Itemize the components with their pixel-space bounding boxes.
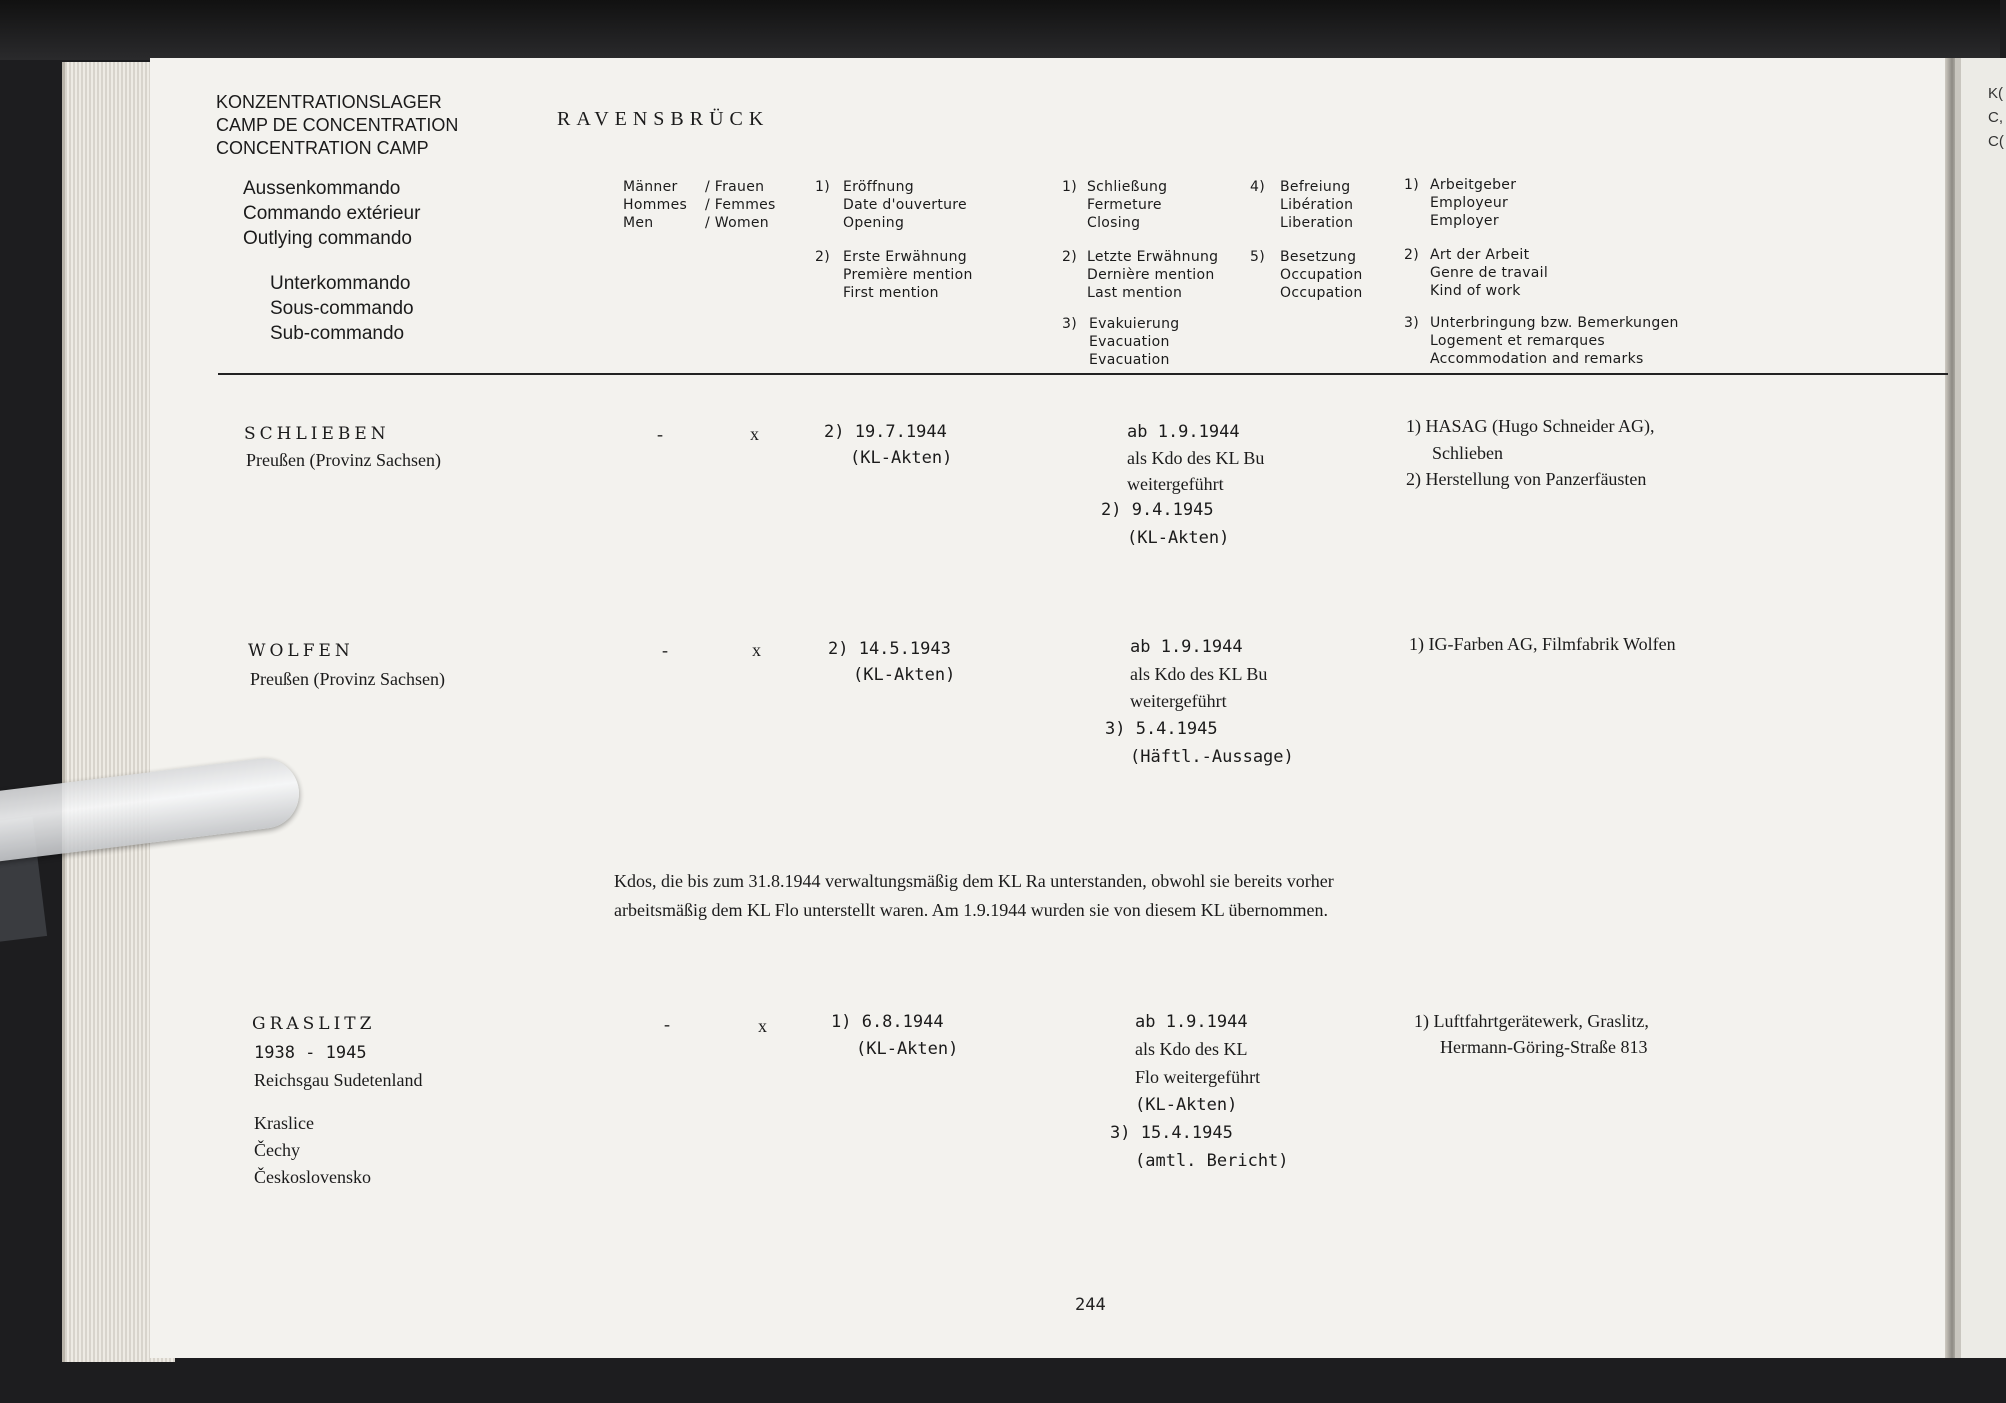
entry-close-line: 3) 5.4.1945	[1105, 719, 1218, 739]
col-work-num: 2)	[1404, 247, 1419, 263]
entry-open-line: 2) 19.7.1944	[824, 422, 947, 442]
page-number: 244	[1075, 1295, 1106, 1315]
entry-women: x	[750, 424, 759, 444]
entry-close-line: Flo weitergeführt	[1135, 1067, 1261, 1087]
entry-close-line: ab 1.9.1944	[1130, 637, 1243, 657]
col-close-fr: Fermeture	[1087, 197, 1162, 213]
book-page	[150, 58, 1950, 1358]
col-lib-num: 4)	[1250, 179, 1265, 195]
entry-name: WOLFEN	[248, 641, 354, 661]
entry-region: Preußen (Provinz Sachsen)	[246, 450, 441, 470]
entry-men: -	[657, 424, 663, 444]
entry-open-line: (KL-Akten)	[850, 448, 953, 468]
entry-close-line: (KL-Akten)	[1127, 528, 1230, 548]
entry-close-line: als Kdo des KL	[1135, 1039, 1248, 1059]
col-work-de: Art der Arbeit	[1430, 247, 1530, 263]
unter-label-de: Unterkommando	[270, 273, 411, 294]
gender-men-fr: Hommes	[623, 197, 688, 213]
entry-close-line: als Kdo des KL Bu	[1130, 664, 1268, 684]
entry-place: Československo	[254, 1167, 371, 1187]
col-occ-fr: Occupation	[1280, 267, 1363, 283]
col-last-en: Last mention	[1087, 285, 1183, 301]
facing-page-fragment: C(	[1988, 133, 2004, 150]
facing-page-fragment: K(	[1988, 85, 2003, 102]
lager-label-en: CONCENTRATION CAMP	[216, 138, 429, 158]
col-acc-num: 3)	[1404, 315, 1419, 331]
entry-close-line: 3) 15.4.1945	[1110, 1123, 1233, 1143]
entry-men: -	[662, 640, 668, 660]
col-evac-num: 3)	[1062, 316, 1077, 332]
col-close-num: 1)	[1062, 179, 1077, 195]
lager-label-fr: CAMP DE CONCENTRATION	[216, 115, 459, 135]
gender-men-en: Men	[623, 215, 654, 231]
gender-women-en: / Women	[705, 215, 769, 231]
entry-close-line: (amtl. Bericht)	[1135, 1151, 1289, 1171]
col-lib-fr: Libération	[1280, 197, 1354, 213]
col-open-en: Opening	[843, 215, 905, 231]
col-emp-fr: Employeur	[1430, 195, 1509, 211]
entry-close-line: (KL-Akten)	[1135, 1095, 1238, 1115]
facing-page-fragment: C,	[1988, 109, 2003, 126]
entry-region: Reichsgau Sudetenland	[254, 1070, 423, 1090]
col-occ-de: Besetzung	[1280, 249, 1357, 265]
col-acc-de: Unterbringung bzw. Bemerkungen	[1430, 315, 1679, 331]
entry-open-line: 1) 6.8.1944	[831, 1012, 944, 1032]
aussen-label-fr: Commando extérieur	[243, 203, 421, 224]
col-first-de: Erste Erwähnung	[843, 249, 967, 265]
entry-remark-line: Hermann-Göring-Straße 813	[1440, 1037, 1648, 1057]
aussen-label-de: Aussenkommando	[243, 178, 401, 199]
entry-close-line: weitergeführt	[1127, 474, 1224, 494]
entry-open-line: (KL-Akten)	[853, 665, 956, 685]
entry-open-line: (KL-Akten)	[856, 1039, 959, 1059]
unter-label-fr: Sous-commando	[270, 298, 414, 319]
col-evac-de: Evakuierung	[1089, 316, 1180, 332]
col-acc-fr: Logement et remarques	[1430, 333, 1605, 349]
col-open-de: Eröffnung	[843, 179, 914, 195]
entry-close-line: weitergeführt	[1130, 691, 1227, 711]
col-evac-en: Evacuation	[1089, 352, 1170, 368]
col-lib-en: Liberation	[1280, 215, 1354, 231]
camp-name: RAVENSBRÜCK	[557, 108, 770, 130]
col-last-de: Letzte Erwähnung	[1087, 249, 1219, 265]
entry-close-line: ab 1.9.1944	[1127, 422, 1240, 442]
entry-remark-line: 1) HASAG (Hugo Schneider AG),	[1406, 416, 1655, 436]
entry-women: x	[758, 1016, 767, 1036]
background-dark	[0, 0, 2000, 60]
gender-women-fr: / Femmes	[705, 197, 776, 213]
entry-close-line: (Häftl.-Aussage)	[1130, 747, 1294, 767]
entry-region: Preußen (Provinz Sachsen)	[250, 669, 445, 689]
col-first-fr: Première mention	[843, 267, 973, 283]
col-work-fr: Genre de travail	[1430, 265, 1549, 281]
entry-place: Kraslice	[254, 1113, 314, 1133]
entry-remark-line: Schlieben	[1432, 443, 1503, 463]
entry-open-line: 2) 14.5.1943	[828, 639, 951, 659]
gender-men-de: Männer	[623, 179, 678, 195]
col-open-fr: Date d'ouverture	[843, 197, 967, 213]
col-close-en: Closing	[1087, 215, 1141, 231]
entry-name: GRASLITZ	[252, 1014, 376, 1034]
col-emp-de: Arbeitgeber	[1430, 177, 1517, 193]
entry-remark-line: 2) Herstellung von Panzerfäusten	[1406, 469, 1647, 489]
col-occ-num: 5)	[1250, 249, 1265, 265]
lager-label-de: KONZENTRATIONSLAGER	[216, 92, 442, 112]
col-close-de: Schließung	[1087, 179, 1168, 195]
entry-remark-line: 1) IG-Farben AG, Filmfabrik Wolfen	[1409, 634, 1676, 654]
entry-close-line: 2) 9.4.1945	[1101, 500, 1214, 520]
col-occ-en: Occupation	[1280, 285, 1363, 301]
col-work-en: Kind of work	[1430, 283, 1521, 299]
col-evac-fr: Evacuation	[1089, 334, 1170, 350]
entry-place: Čechy	[254, 1140, 300, 1160]
col-first-num: 2)	[815, 249, 830, 265]
entry-close-line: ab 1.9.1944	[1135, 1012, 1248, 1032]
entry-men: -	[664, 1014, 670, 1034]
entry-close-line: als Kdo des KL Bu	[1127, 448, 1265, 468]
col-last-num: 2)	[1062, 249, 1077, 265]
col-open-num: 1)	[815, 179, 830, 195]
header-rule	[218, 373, 1948, 375]
aussen-label-en: Outlying commando	[243, 228, 412, 249]
col-emp-en: Employer	[1430, 213, 1499, 229]
col-lib-de: Befreiung	[1280, 179, 1351, 195]
note-line: arbeitsmäßig dem KL Flo unterstellt waren. Am 1.9.1944 wurden sie von diesem KL übernommen.	[614, 900, 1329, 920]
unter-label-en: Sub-commando	[270, 323, 405, 344]
col-last-fr: Dernière mention	[1087, 267, 1215, 283]
entry-period: 1938 - 1945	[254, 1043, 367, 1063]
col-first-en: First mention	[843, 285, 939, 301]
col-acc-en: Accommodation and remarks	[1430, 351, 1644, 367]
gender-women-de: / Frauen	[705, 179, 765, 195]
entry-name: SCHLIEBEN	[244, 424, 390, 444]
entry-remark-line: 1) Luftfahrtgerätewerk, Graslitz,	[1414, 1011, 1649, 1031]
col-emp-num: 1)	[1404, 177, 1419, 193]
entry-women: x	[752, 640, 761, 660]
facing-page	[1955, 58, 2006, 1358]
note-line: Kdos, die bis zum 31.8.1944 verwaltungsmäßig dem KL Ra unterstanden, obwohl sie bereits vorher	[614, 871, 1334, 891]
